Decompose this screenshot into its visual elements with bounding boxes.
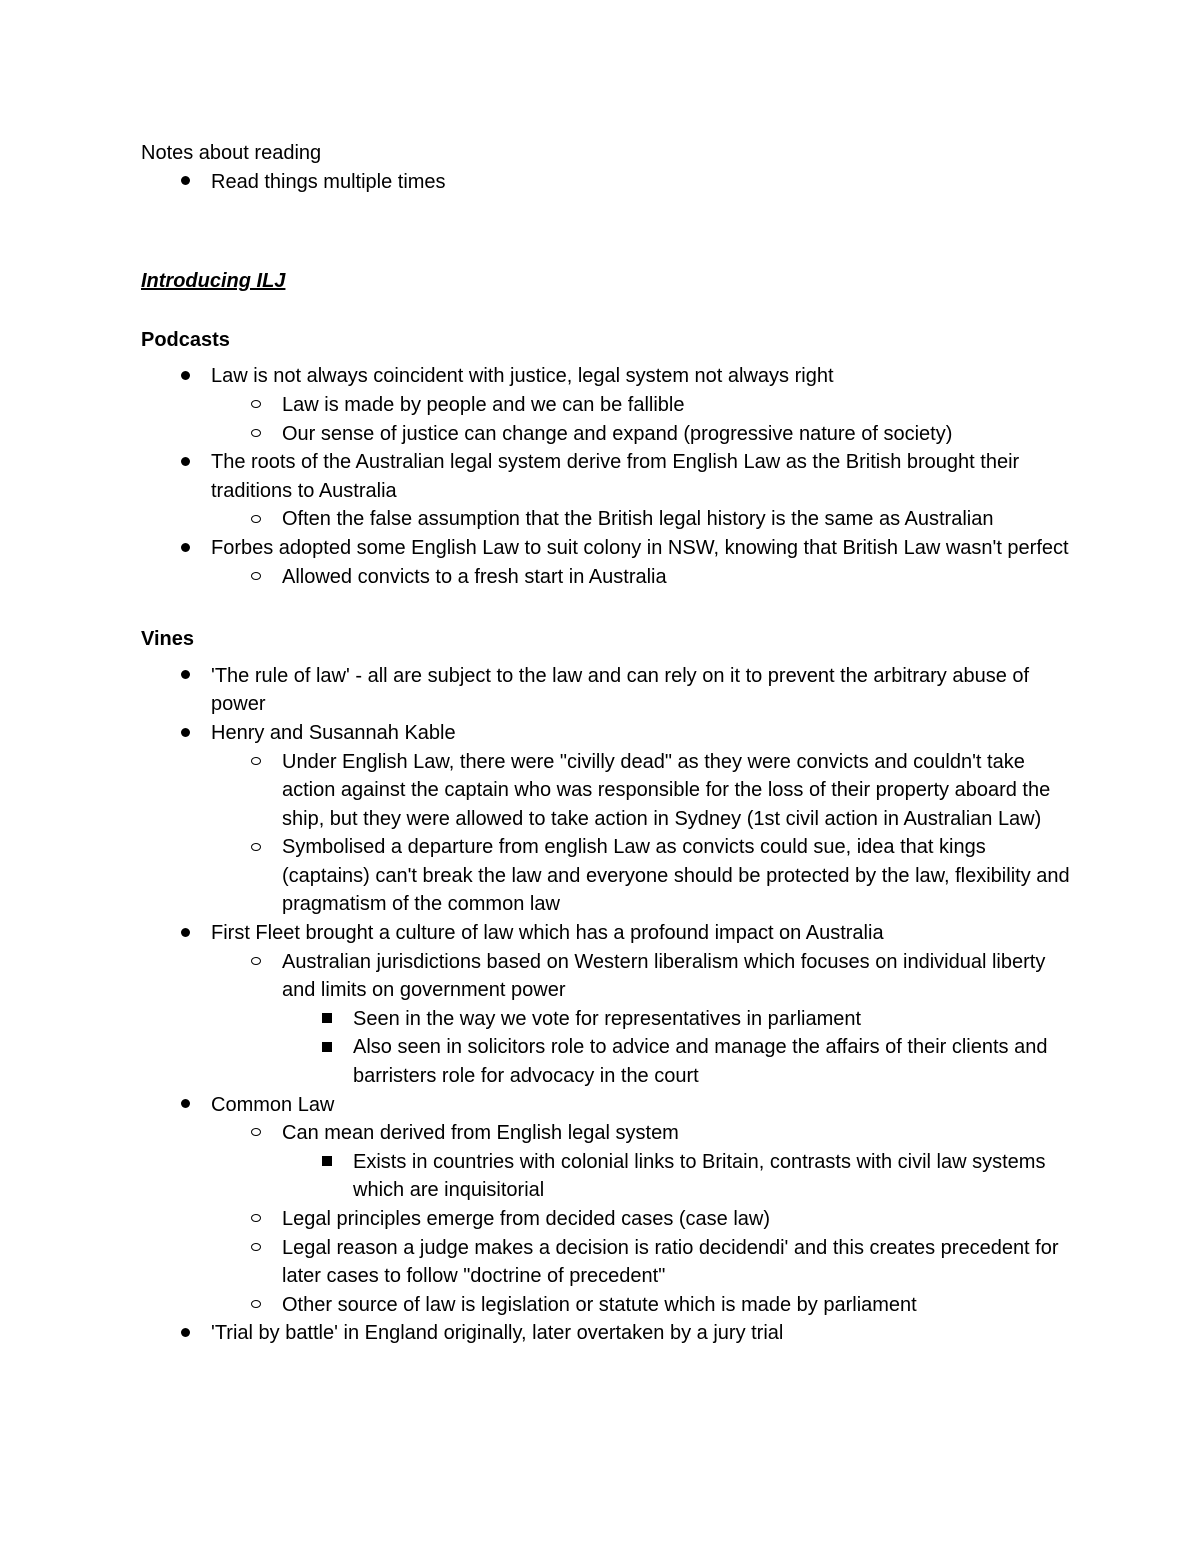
list-item — [141, 1033, 1071, 1090]
list-item — [141, 662, 1071, 719]
list-item-text: Read things multiple times — [211, 170, 446, 193]
podcasts-list — [141, 362, 1071, 591]
list-item — [141, 362, 1071, 391]
bullet-circle-icon — [246, 1205, 266, 1234]
bullet-circle-icon — [246, 948, 266, 977]
bullet-circle-icon — [246, 391, 266, 420]
list-item-text: Can mean derived from English legal system — [282, 1122, 679, 1145]
document-title: Introducing ILJ — [141, 270, 286, 293]
list-item-text: Also seen in solicitors role to advice and manage the affairs of their clients and barristers role for advocacy in the court — [353, 1036, 1048, 1088]
bullet-square-icon — [317, 1148, 337, 1177]
list-item — [141, 1291, 1071, 1320]
document-page — [141, 139, 1071, 1348]
bullet-disc-icon — [175, 448, 195, 477]
list-item — [141, 505, 1071, 534]
list-item — [141, 948, 1071, 1005]
list-item — [141, 420, 1071, 449]
list-item — [141, 1234, 1071, 1291]
list-item — [141, 919, 1071, 948]
bullet-disc-icon — [175, 362, 195, 391]
list-item-text: Legal reason a judge makes a decision is ratio decidendi' and this creates precedent for later cases to follow "doctrine of precedent" — [282, 1236, 1059, 1288]
vines-heading: Vines — [141, 628, 194, 651]
list-item — [141, 391, 1071, 420]
list-item-text: The roots of the Australian legal system derive from English Law as the British brought their traditions to Australia — [211, 451, 1020, 502]
bullet-circle-icon — [246, 420, 266, 449]
list-item-text: 'The rule of law' - all are subject to the law and can rely on it to prevent the arbitrary abuse of power — [211, 664, 1030, 716]
bullet-disc-icon — [175, 1319, 195, 1348]
bullet-circle-icon — [246, 1291, 266, 1320]
list-item-text: Symbolised a departure from english Law as convicts could sue, idea that kings (captains) can't break the law and everyone should be protected by the law, flexibility and pragmatism of the common law — [282, 836, 1070, 916]
list-item-text: Other source of law is legislation or statute which is made by parliament — [282, 1293, 917, 1316]
bullet-disc-icon — [175, 168, 195, 197]
list-item-text: Law is not always coincident with justice, legal system not always right — [211, 365, 834, 388]
list-item-text: 'Trial by battle' in England originally, later overtaken by a jury trial — [211, 1322, 784, 1345]
bullet-circle-icon — [246, 748, 266, 777]
bullet-disc-icon — [175, 919, 195, 948]
list-item — [141, 833, 1071, 919]
list-item — [141, 1091, 1071, 1120]
list-item-text: Exists in countries with colonial links to Britain, contrasts with civil law systems which are inquisitorial — [353, 1150, 1046, 1202]
list-item — [141, 1119, 1071, 1148]
bullet-circle-icon — [246, 505, 266, 534]
list-item — [141, 1005, 1071, 1034]
list-item-text: Our sense of justice can change and expand (progressive nature of society) — [282, 422, 953, 445]
list-item — [141, 448, 1071, 505]
bullet-circle-icon — [246, 1119, 266, 1148]
list-item-text: Australian jurisdictions based on Western liberalism which focuses on individual liberty and limits on government power — [282, 950, 1046, 1002]
list-item-text: Legal principles emerge from decided cases (case law) — [282, 1208, 771, 1230]
list-item-text: Henry and Susannah Kable — [211, 721, 456, 744]
bullet-square-icon — [317, 1033, 337, 1062]
bullet-circle-icon — [246, 833, 266, 862]
list-item-text: First Fleet brought a culture of law which has a profound impact on Australia — [211, 922, 884, 945]
vines-list — [141, 662, 1071, 1348]
bullet-disc-icon — [175, 1091, 195, 1120]
list-item-text: Seen in the way we vote for representatives in parliament — [353, 1007, 862, 1030]
bullet-disc-icon — [175, 662, 195, 691]
bullet-circle-icon — [246, 563, 266, 592]
notes-list — [141, 168, 1071, 197]
bullet-disc-icon — [175, 534, 195, 563]
podcasts-heading: Podcasts — [141, 328, 230, 351]
list-item — [141, 168, 1071, 197]
list-item — [141, 1205, 1071, 1234]
list-item — [141, 534, 1071, 563]
list-item-text: Often the false assumption that the British legal history is the same as Australian — [282, 508, 994, 531]
notes-heading: Notes about reading — [141, 142, 322, 164]
list-item-text: Law is made by people and we can be fallible — [282, 393, 685, 416]
list-item-text: Forbes adopted some English Law to suit colony in NSW, knowing that British Law wasn't perfect — [211, 536, 1069, 559]
list-item — [141, 719, 1071, 748]
bullet-disc-icon — [175, 719, 195, 748]
bullet-circle-icon — [246, 1234, 266, 1263]
list-item — [141, 563, 1071, 592]
list-item — [141, 1319, 1071, 1348]
list-item-text: Common Law — [211, 1093, 335, 1116]
list-item-text: Under English Law, there were "civilly dead" as they were convicts and couldn't take action against the captain who was responsible for the loss of their property aboard the ship, but they were allowed to take action in Sydney (1st civil action in Australian Law) — [282, 750, 1051, 830]
bullet-square-icon — [317, 1005, 337, 1034]
list-item — [141, 748, 1071, 834]
list-item — [141, 1148, 1071, 1205]
list-item-text: Allowed convicts to a fresh start in Australia — [282, 565, 667, 588]
